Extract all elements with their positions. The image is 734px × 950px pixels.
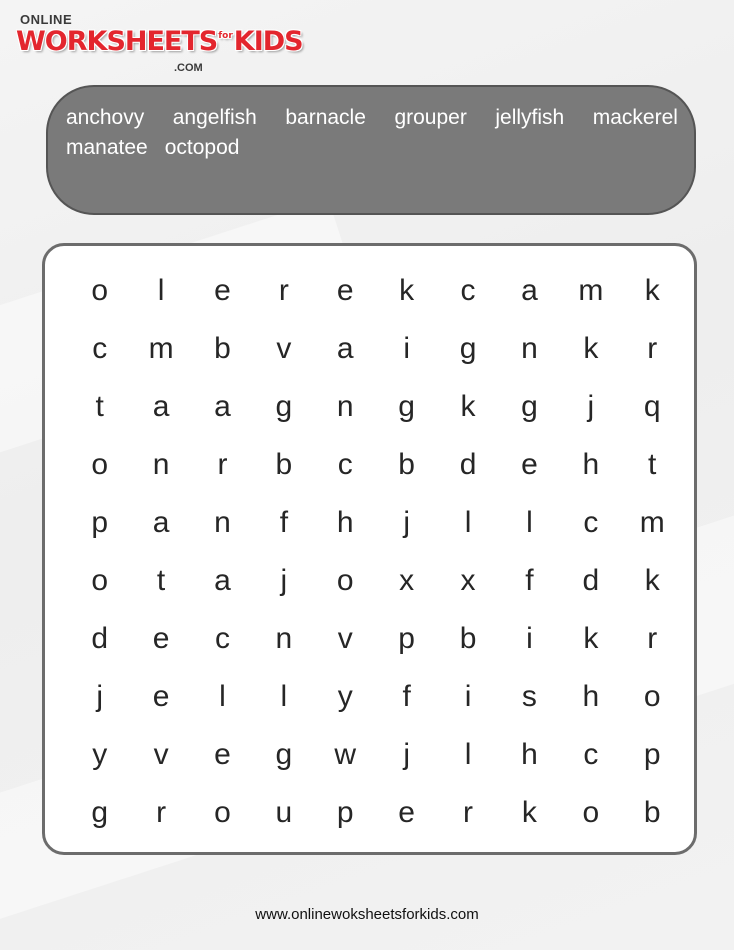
grid-letter[interactable]: y bbox=[337, 680, 353, 713]
grid-letter[interactable]: a bbox=[521, 274, 538, 307]
grid-letter[interactable]: q bbox=[643, 390, 661, 423]
grid-letter[interactable]: b bbox=[214, 332, 231, 365]
grid-letter[interactable]: k bbox=[583, 622, 599, 655]
grid-row bbox=[69, 784, 683, 842]
grid-letter[interactable]: c bbox=[337, 448, 353, 481]
grid-letter[interactable]: l bbox=[157, 274, 165, 307]
logo-for-text: for bbox=[218, 31, 233, 41]
grid-letter[interactable]: m bbox=[639, 506, 665, 539]
grid-letter[interactable]: b bbox=[398, 448, 415, 481]
grid-letter[interactable]: l bbox=[219, 680, 226, 713]
grid-letter[interactable]: m bbox=[578, 274, 604, 307]
grid-row bbox=[69, 668, 683, 726]
grid-letter[interactable]: d bbox=[91, 622, 109, 655]
grid-letter[interactable]: k bbox=[644, 274, 660, 307]
grid-letter[interactable]: t bbox=[648, 448, 657, 481]
grid-letter[interactable]: c bbox=[583, 738, 599, 771]
grid-letter[interactable]: k bbox=[583, 332, 599, 365]
grid-row bbox=[69, 262, 683, 320]
grid-letter[interactable]: e bbox=[214, 274, 231, 307]
grid-row bbox=[69, 436, 683, 494]
grid-letter[interactable]: e bbox=[214, 738, 231, 771]
word-bank bbox=[46, 85, 696, 215]
grid-letter[interactable]: k bbox=[460, 390, 476, 423]
grid-letter[interactable]: c bbox=[460, 274, 476, 307]
grid-letter[interactable]: p bbox=[336, 796, 354, 829]
grid-letter[interactable]: h bbox=[582, 448, 600, 481]
grid-letter[interactable]: p bbox=[398, 622, 415, 655]
grid-letter[interactable]: n bbox=[275, 622, 293, 655]
grid-letter[interactable]: c bbox=[92, 332, 108, 365]
grid-letter[interactable]: f bbox=[525, 564, 534, 597]
grid-letter[interactable]: r bbox=[156, 796, 167, 829]
logo-com-text: .COM bbox=[174, 62, 203, 74]
grid-letter[interactable]: o bbox=[91, 274, 109, 307]
grid-letter[interactable]: l bbox=[464, 738, 472, 771]
grid-letter[interactable]: b bbox=[459, 622, 477, 655]
grid-letter[interactable]: g bbox=[275, 390, 293, 423]
grid-letter[interactable]: x bbox=[460, 564, 476, 597]
word-bank-word: angelfish bbox=[172, 106, 257, 129]
grid-row bbox=[69, 378, 683, 436]
logo-kids-text: KIDS bbox=[233, 26, 303, 57]
grid-letter[interactable]: y bbox=[92, 738, 108, 771]
grid-letter[interactable]: v bbox=[337, 622, 353, 655]
grid-letter[interactable]: m bbox=[148, 332, 174, 365]
grid-letter[interactable]: r bbox=[647, 332, 658, 365]
grid-letter[interactable]: j bbox=[403, 738, 410, 771]
grid-letter[interactable]: e bbox=[336, 274, 354, 307]
grid-letter[interactable]: o bbox=[582, 796, 600, 829]
grid-row bbox=[69, 610, 683, 668]
grid-letter[interactable]: p bbox=[643, 738, 661, 771]
grid-letter[interactable]: j bbox=[403, 506, 410, 539]
logo-worksheets-text: WORKSHEETS bbox=[16, 26, 218, 57]
grid-letter[interactable]: c bbox=[583, 506, 599, 539]
grid-letter[interactable]: d bbox=[459, 448, 477, 481]
grid-letter[interactable]: n bbox=[214, 506, 231, 539]
grid-letter[interactable]: w bbox=[334, 738, 357, 771]
grid-letter[interactable]: k bbox=[644, 564, 660, 597]
grid-letter[interactable]: b bbox=[275, 448, 293, 481]
grid-letter[interactable]: g bbox=[398, 390, 415, 423]
grid-letter[interactable]: n bbox=[521, 332, 538, 365]
grid-letter[interactable]: o bbox=[91, 564, 109, 597]
grid-letter[interactable]: r bbox=[647, 622, 658, 655]
grid-letter[interactable]: g bbox=[459, 332, 477, 365]
grid-letter[interactable]: p bbox=[91, 506, 109, 539]
grid-letter[interactable]: a bbox=[152, 506, 170, 539]
logo-online-text: ONLINE bbox=[20, 12, 73, 27]
grid-letter[interactable]: f bbox=[279, 506, 289, 539]
grid-letter[interactable]: e bbox=[152, 622, 170, 655]
grid-letter[interactable]: a bbox=[336, 332, 354, 365]
letter-grid bbox=[69, 262, 683, 842]
grid-letter[interactable]: h bbox=[521, 738, 538, 771]
grid-letter[interactable]: e bbox=[521, 448, 538, 481]
grid-letter[interactable]: g bbox=[275, 738, 293, 771]
grid-letter[interactable]: o bbox=[643, 680, 661, 713]
grid-row bbox=[69, 320, 683, 378]
grid-row bbox=[69, 726, 683, 784]
grid-letter[interactable]: t bbox=[95, 390, 104, 423]
word-bank-word: jellyfish bbox=[495, 106, 565, 129]
grid-letter[interactable]: i bbox=[464, 680, 472, 713]
grid-letter[interactable]: e bbox=[152, 680, 170, 713]
grid-letter[interactable]: k bbox=[399, 274, 415, 307]
grid-letter[interactable]: a bbox=[214, 564, 231, 597]
grid-letter[interactable]: g bbox=[521, 390, 538, 423]
grid-row bbox=[69, 494, 683, 552]
grid-letter[interactable]: k bbox=[521, 796, 537, 829]
grid-letter[interactable]: x bbox=[399, 564, 415, 597]
grid-letter[interactable]: r bbox=[278, 274, 289, 307]
word-bank-word: manatee bbox=[66, 136, 148, 159]
grid-letter[interactable]: u bbox=[275, 796, 293, 829]
word-bank-word: anchovy bbox=[66, 106, 145, 129]
grid-letter[interactable]: j bbox=[280, 564, 288, 597]
grid-letter[interactable]: i bbox=[403, 332, 410, 365]
grid-letter[interactable]: l bbox=[280, 680, 288, 713]
grid-letter[interactable]: n bbox=[152, 448, 170, 481]
grid-letter[interactable]: e bbox=[398, 796, 415, 829]
word-bank-word: mackerel bbox=[592, 106, 678, 129]
grid-letter[interactable]: r bbox=[217, 448, 228, 481]
grid-letter[interactable]: j bbox=[96, 680, 104, 713]
grid-row bbox=[69, 552, 683, 610]
grid-letter[interactable]: v bbox=[153, 738, 169, 771]
grid-letter[interactable]: v bbox=[276, 332, 292, 365]
grid-letter[interactable]: i bbox=[526, 622, 533, 655]
grid-letter[interactable]: h bbox=[582, 680, 600, 713]
grid-letter[interactable]: o bbox=[214, 796, 231, 829]
grid-letter[interactable]: n bbox=[336, 390, 354, 423]
grid-letter[interactable]: g bbox=[91, 796, 109, 829]
word-list bbox=[66, 107, 678, 159]
grid-letter[interactable]: r bbox=[463, 796, 474, 829]
word-bank-word: octopod bbox=[164, 136, 240, 159]
grid-letter[interactable]: l bbox=[464, 506, 472, 539]
word-bank-word: barnacle bbox=[285, 106, 366, 129]
grid-letter[interactable]: s bbox=[521, 680, 537, 713]
grid-letter[interactable]: c bbox=[214, 622, 230, 655]
word-search-board bbox=[42, 243, 697, 855]
grid-letter[interactable]: b bbox=[643, 796, 661, 829]
grid-letter[interactable]: a bbox=[152, 390, 170, 423]
footer-url[interactable]: www.onlinewoksheetsforkids.com bbox=[255, 906, 479, 923]
grid-letter[interactable]: j bbox=[587, 390, 595, 423]
grid-letter[interactable]: o bbox=[91, 448, 109, 481]
grid-letter[interactable]: a bbox=[214, 390, 231, 423]
grid-letter[interactable]: d bbox=[582, 564, 600, 597]
grid-letter[interactable]: l bbox=[526, 506, 533, 539]
grid-letter[interactable]: f bbox=[402, 680, 411, 713]
grid-letter[interactable]: h bbox=[336, 506, 354, 539]
word-bank-word: grouper bbox=[394, 106, 467, 129]
grid-letter[interactable]: t bbox=[156, 564, 166, 597]
grid-letter[interactable]: o bbox=[336, 564, 354, 597]
logo-main-text bbox=[16, 26, 303, 57]
site-logo[interactable] bbox=[16, 10, 303, 76]
